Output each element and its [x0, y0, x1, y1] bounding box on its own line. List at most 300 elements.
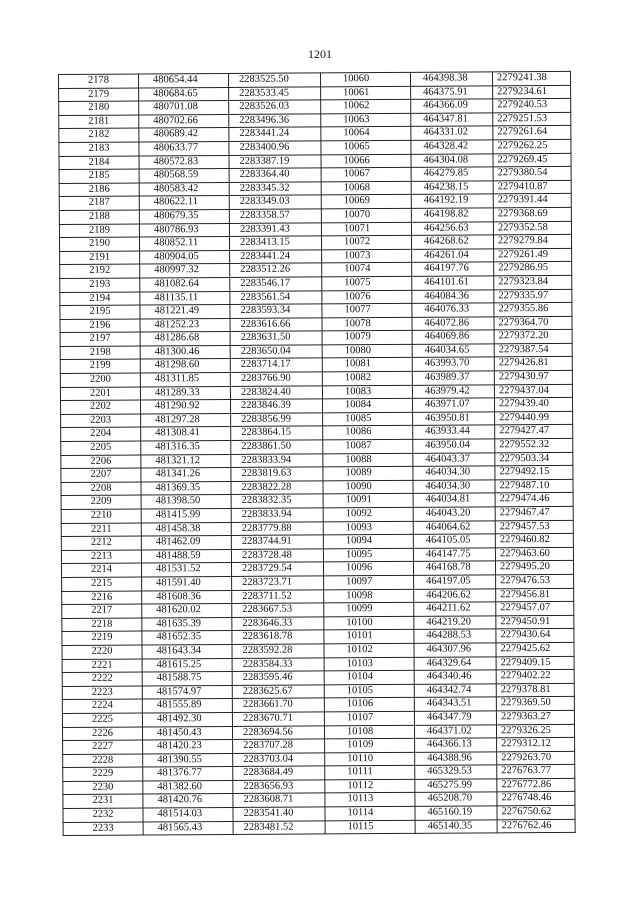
point-id-b-cell: 10077	[322, 303, 412, 317]
x-coordinate-b-cell: 464398.38	[410, 72, 492, 86]
point-id-a-cell: 2222	[62, 672, 142, 686]
x-coordinate-b-cell: 464034.30	[413, 480, 495, 494]
y-coordinate-b-cell: 2279492.15	[495, 466, 573, 480]
y-coordinate-a-cell: 2283779.88	[231, 521, 323, 535]
point-id-b-cell: 10094	[323, 535, 413, 549]
x-coordinate-a-cell: 481321.12	[141, 454, 231, 468]
y-coordinate-a-cell: 2283441.24	[229, 127, 321, 141]
y-coordinate-a-cell: 2283833.94	[231, 454, 323, 468]
point-id-b-cell: 10101	[324, 630, 414, 644]
x-coordinate-b-cell: 464328.42	[411, 140, 493, 154]
x-coordinate-b-cell: 464076.33	[412, 303, 494, 317]
y-coordinate-a-cell: 2283766.90	[230, 372, 322, 386]
x-coordinate-a-cell: 481390.55	[143, 753, 233, 767]
point-id-b-cell: 10096	[323, 562, 413, 576]
x-coordinate-b-cell: 464343.51	[414, 697, 496, 711]
point-id-b-cell: 10080	[322, 344, 412, 358]
y-coordinate-a-cell: 2283441.24	[230, 250, 322, 264]
y-coordinate-b-cell: 2279269.45	[493, 153, 571, 167]
y-coordinate-b-cell: 2279409.15	[496, 656, 574, 670]
point-id-a-cell: 2220	[62, 645, 142, 659]
x-coordinate-b-cell: 464329.64	[414, 656, 496, 670]
y-coordinate-b-cell: 2279457.53	[495, 520, 573, 534]
point-id-a-cell: 2182	[59, 128, 139, 142]
x-coordinate-b-cell: 464105.05	[413, 534, 495, 548]
y-coordinate-b-cell: 2279476.53	[496, 574, 574, 588]
x-coordinate-b-cell: 465160.19	[415, 806, 497, 820]
point-id-a-cell: 2179	[59, 88, 139, 102]
y-coordinate-a-cell: 2283592.28	[232, 644, 324, 658]
y-coordinate-a-cell: 2283856.99	[231, 413, 323, 427]
y-coordinate-a-cell: 2283631.50	[230, 331, 322, 345]
point-id-b-cell: 10071	[321, 222, 411, 236]
x-coordinate-b-cell: 464064.62	[413, 520, 495, 534]
y-coordinate-a-cell: 2283861.50	[231, 440, 323, 454]
y-coordinate-b-cell: 2279450.91	[496, 615, 574, 629]
point-id-b-cell: 10068	[321, 181, 411, 195]
x-coordinate-a-cell: 481369.35	[141, 481, 231, 495]
y-coordinate-a-cell: 2283561.54	[230, 290, 322, 304]
x-coordinate-b-cell: 464192.19	[411, 194, 493, 208]
x-coordinate-a-cell: 481458.38	[141, 522, 231, 536]
x-coordinate-a-cell: 481376.77	[143, 767, 233, 781]
y-coordinate-a-cell: 2283584.33	[232, 657, 324, 671]
x-coordinate-a-cell: 481615.25	[142, 658, 232, 672]
x-coordinate-b-cell: 464219.20	[414, 616, 496, 630]
point-id-b-cell: 10108	[324, 725, 414, 739]
y-coordinate-b-cell: 2276763.77	[497, 765, 575, 779]
y-coordinate-a-cell: 2283413.15	[229, 236, 321, 250]
point-id-a-cell: 2193	[60, 278, 140, 292]
x-coordinate-b-cell: 464069.86	[412, 330, 494, 344]
x-coordinate-b-cell: 464304.08	[411, 153, 493, 167]
point-id-b-cell: 10105	[324, 684, 414, 698]
x-coordinate-b-cell: 464256.63	[411, 221, 493, 235]
y-coordinate-a-cell: 2283723.71	[232, 576, 324, 590]
point-id-a-cell: 2233	[63, 822, 143, 836]
point-id-b-cell: 10075	[322, 276, 412, 290]
point-id-a-cell: 2186	[59, 183, 139, 197]
x-coordinate-b-cell: 465275.99	[415, 779, 497, 793]
y-coordinate-a-cell: 2283656.93	[233, 780, 325, 794]
point-id-b-cell: 10103	[324, 657, 414, 671]
point-id-a-cell: 2219	[62, 631, 142, 645]
x-coordinate-b-cell: 464371.02	[414, 724, 496, 738]
point-id-b-cell: 10065	[321, 140, 411, 154]
point-id-a-cell: 2200	[60, 373, 140, 387]
x-coordinate-a-cell: 480786.93	[139, 223, 229, 237]
y-coordinate-a-cell: 2283646.33	[232, 617, 324, 631]
y-coordinate-a-cell: 2283525.50	[228, 73, 320, 87]
point-id-a-cell: 2183	[59, 142, 139, 156]
point-id-a-cell: 2205	[61, 441, 141, 455]
y-coordinate-b-cell: 2279487.10	[495, 479, 573, 493]
point-id-a-cell: 2196	[60, 319, 140, 333]
y-coordinate-b-cell: 2279495.20	[495, 561, 573, 575]
y-coordinate-a-cell: 2283387.19	[229, 154, 321, 168]
y-coordinate-b-cell: 2279261.64	[493, 126, 571, 140]
x-coordinate-b-cell: 464043.37	[413, 452, 495, 466]
point-id-b-cell: 10070	[321, 208, 411, 222]
x-coordinate-a-cell: 481382.60	[143, 780, 233, 794]
point-id-b-cell: 10079	[322, 331, 412, 345]
point-id-a-cell: 2229	[63, 767, 143, 781]
y-coordinate-a-cell: 2283661.70	[232, 698, 324, 712]
y-coordinate-a-cell: 2283358.57	[229, 209, 321, 223]
x-coordinate-b-cell: 464147.75	[413, 548, 495, 562]
y-coordinate-a-cell: 2283694.56	[232, 725, 324, 739]
y-coordinate-a-cell: 2283824.40	[230, 386, 322, 400]
y-coordinate-b-cell: 2276750.62	[497, 805, 575, 819]
y-coordinate-b-cell: 2279251.53	[493, 112, 571, 126]
x-coordinate-b-cell: 465208.70	[415, 792, 497, 806]
point-id-a-cell: 2211	[61, 523, 141, 537]
x-coordinate-b-cell: 464331.02	[411, 126, 493, 140]
point-id-b-cell: 10109	[325, 738, 415, 752]
x-coordinate-a-cell: 481316.35	[141, 440, 231, 454]
point-id-b-cell: 10074	[322, 263, 412, 277]
x-coordinate-a-cell: 481488.59	[141, 549, 231, 563]
point-id-b-cell: 10061	[321, 86, 411, 100]
point-id-b-cell: 10069	[321, 195, 411, 209]
x-coordinate-a-cell: 481290.92	[140, 400, 230, 414]
y-coordinate-b-cell: 2279364.70	[494, 316, 572, 330]
y-coordinate-b-cell: 2279427.47	[495, 425, 573, 439]
x-coordinate-a-cell: 481341.26	[141, 468, 231, 482]
point-id-b-cell: 10086	[323, 426, 413, 440]
y-coordinate-b-cell: 2276772.86	[497, 778, 575, 792]
y-coordinate-a-cell: 2283391.43	[229, 222, 321, 236]
x-coordinate-b-cell: 464340.46	[414, 670, 496, 684]
x-coordinate-b-cell: 463971.07	[412, 398, 494, 412]
point-id-a-cell: 2230	[63, 781, 143, 795]
table-row	[63, 819, 575, 836]
x-coordinate-a-cell: 481591.40	[142, 576, 232, 590]
point-id-a-cell: 2208	[61, 482, 141, 496]
point-id-b-cell: 10113	[325, 793, 415, 807]
point-id-b-cell: 10093	[323, 521, 413, 535]
point-id-a-cell: 2201	[60, 387, 140, 401]
y-coordinate-a-cell: 2283345.32	[229, 182, 321, 196]
x-coordinate-a-cell: 480689.42	[139, 128, 229, 142]
y-coordinate-b-cell: 2279378.81	[496, 683, 574, 697]
y-coordinate-a-cell: 2283667.53	[232, 603, 324, 617]
point-id-a-cell: 2207	[61, 468, 141, 482]
x-coordinate-a-cell: 481082.64	[140, 277, 230, 291]
x-coordinate-a-cell: 481620.02	[142, 604, 232, 618]
point-id-a-cell: 2192	[60, 264, 140, 278]
x-coordinate-a-cell: 481221.49	[140, 305, 230, 319]
y-coordinate-b-cell: 2279439.40	[494, 398, 572, 412]
x-coordinate-b-cell: 464342.74	[414, 684, 496, 698]
y-coordinate-a-cell: 2283364.40	[229, 168, 321, 182]
coordinates-table	[58, 71, 576, 836]
point-id-a-cell: 2185	[59, 169, 139, 183]
y-coordinate-b-cell: 2279234.61	[493, 85, 571, 99]
x-coordinate-a-cell: 481286.68	[140, 332, 230, 346]
x-coordinate-a-cell: 481531.52	[141, 563, 231, 577]
x-coordinate-b-cell: 464072.86	[412, 317, 494, 331]
y-coordinate-b-cell: 2279279.84	[493, 234, 571, 248]
y-coordinate-b-cell: 2279474.46	[495, 493, 573, 507]
point-id-b-cell: 10115	[325, 820, 415, 834]
x-coordinate-b-cell: 463993.70	[412, 357, 494, 371]
y-coordinate-a-cell: 2283728.48	[231, 549, 323, 563]
point-id-a-cell: 2226	[62, 726, 142, 740]
point-id-a-cell: 2215	[62, 577, 142, 591]
y-coordinate-b-cell: 2279430.64	[496, 629, 574, 643]
point-id-a-cell: 2189	[59, 224, 139, 238]
x-coordinate-a-cell: 481635.39	[142, 617, 232, 631]
point-id-a-cell: 2212	[61, 536, 141, 550]
x-coordinate-b-cell: 465140.35	[415, 819, 497, 833]
x-coordinate-a-cell: 480904.05	[140, 250, 230, 264]
y-coordinate-a-cell: 2283533.45	[229, 86, 321, 100]
point-id-b-cell: 10087	[323, 439, 413, 453]
x-coordinate-a-cell: 480679.35	[139, 209, 229, 223]
y-coordinate-a-cell: 2283625.67	[232, 685, 324, 699]
point-id-b-cell: 10107	[324, 711, 414, 725]
point-id-b-cell: 10098	[324, 589, 414, 603]
point-id-b-cell: 10099	[324, 602, 414, 616]
y-coordinate-b-cell: 2279503.34	[495, 452, 573, 466]
point-id-b-cell: 10114	[325, 806, 415, 820]
point-id-b-cell: 10066	[321, 154, 411, 168]
x-coordinate-a-cell: 480622.11	[139, 196, 229, 210]
x-coordinate-b-cell: 464375.91	[411, 85, 493, 99]
y-coordinate-a-cell: 2283711.52	[232, 589, 324, 603]
y-coordinate-b-cell: 2279457.07	[496, 602, 574, 616]
y-coordinate-b-cell: 2279312.12	[497, 737, 575, 751]
x-coordinate-a-cell: 481420.76	[143, 794, 233, 808]
point-id-b-cell: 10091	[323, 494, 413, 508]
point-id-b-cell: 10060	[320, 72, 410, 86]
x-coordinate-b-cell: 464197.76	[412, 262, 494, 276]
point-id-a-cell: 2203	[61, 414, 141, 428]
x-coordinate-a-cell: 481297.28	[141, 413, 231, 427]
x-coordinate-a-cell: 480572.83	[139, 155, 229, 169]
y-coordinate-a-cell: 2283496.36	[229, 114, 321, 128]
coordinates-table-container	[58, 71, 575, 836]
y-coordinate-b-cell: 2279426.81	[494, 357, 572, 371]
x-coordinate-a-cell: 481135.11	[140, 291, 230, 305]
x-coordinate-a-cell: 480852.11	[139, 237, 229, 251]
point-id-a-cell: 2184	[59, 156, 139, 170]
y-coordinate-b-cell: 2279552.32	[495, 438, 573, 452]
y-coordinate-b-cell: 2279363.27	[496, 710, 574, 724]
x-coordinate-a-cell: 481652.35	[142, 631, 232, 645]
x-coordinate-b-cell: 464268.62	[411, 235, 493, 249]
y-coordinate-b-cell: 2279380.54	[493, 167, 571, 181]
y-coordinate-b-cell: 2279240.53	[493, 99, 571, 113]
point-id-b-cell: 10089	[323, 467, 413, 481]
y-coordinate-b-cell: 2279425.62	[496, 642, 574, 656]
y-coordinate-b-cell: 2279391.44	[493, 194, 571, 208]
y-coordinate-b-cell: 2279430.97	[494, 370, 572, 384]
x-coordinate-a-cell: 480701.08	[139, 101, 229, 115]
x-coordinate-a-cell: 481588.75	[142, 672, 232, 686]
point-id-a-cell: 2231	[63, 794, 143, 808]
y-coordinate-b-cell: 2276762.46	[497, 819, 575, 833]
point-id-a-cell: 2197	[60, 332, 140, 346]
point-id-b-cell: 10097	[324, 575, 414, 589]
point-id-b-cell: 10082	[322, 371, 412, 385]
point-id-b-cell: 10081	[322, 358, 412, 372]
point-id-a-cell: 2178	[59, 74, 139, 88]
y-coordinate-a-cell: 2283616.66	[230, 318, 322, 332]
y-coordinate-b-cell: 2279355.86	[494, 302, 572, 316]
y-coordinate-a-cell: 2283541.40	[233, 807, 325, 821]
y-coordinate-b-cell: 2279369.50	[496, 697, 574, 711]
point-id-b-cell: 10111	[325, 766, 415, 780]
y-coordinate-a-cell: 2283400.96	[229, 141, 321, 155]
y-coordinate-a-cell: 2283703.04	[233, 753, 325, 767]
x-coordinate-b-cell: 464347.81	[411, 113, 493, 127]
x-coordinate-a-cell: 481311.85	[140, 373, 230, 387]
y-coordinate-b-cell: 2279387.54	[494, 343, 572, 357]
y-coordinate-b-cell: 2279335.97	[494, 289, 572, 303]
y-coordinate-a-cell: 2283846.39	[230, 399, 322, 413]
x-coordinate-b-cell: 463979.42	[412, 384, 494, 398]
point-id-b-cell: 10100	[324, 616, 414, 630]
point-id-a-cell: 2216	[62, 591, 142, 605]
x-coordinate-b-cell: 464307.96	[414, 643, 496, 657]
point-id-b-cell: 10084	[322, 399, 412, 413]
point-id-a-cell: 2228	[63, 754, 143, 768]
x-coordinate-b-cell: 464279.85	[411, 167, 493, 181]
y-coordinate-b-cell: 2279326.25	[496, 724, 574, 738]
point-id-a-cell: 2180	[59, 101, 139, 115]
point-id-b-cell: 10073	[322, 249, 412, 263]
x-coordinate-a-cell: 480568.59	[139, 169, 229, 183]
point-id-a-cell: 2227	[63, 740, 143, 754]
y-coordinate-a-cell: 2283819.63	[231, 467, 323, 481]
x-coordinate-b-cell: 465329.53	[415, 765, 497, 779]
y-coordinate-b-cell: 2279286.95	[494, 262, 572, 276]
x-coordinate-b-cell: 464198.82	[411, 208, 493, 222]
point-id-a-cell: 2225	[62, 713, 142, 727]
point-id-a-cell: 2198	[60, 346, 140, 360]
y-coordinate-b-cell: 2279263.70	[497, 751, 575, 765]
point-id-b-cell: 10110	[325, 752, 415, 766]
x-coordinate-a-cell: 481492.30	[142, 712, 232, 726]
x-coordinate-b-cell: 464034.81	[413, 493, 495, 507]
y-coordinate-a-cell: 2283650.04	[230, 345, 322, 359]
point-id-b-cell: 10092	[323, 507, 413, 521]
y-coordinate-b-cell: 2279467.47	[495, 506, 573, 520]
point-id-a-cell: 2191	[60, 251, 140, 265]
point-id-a-cell: 2190	[59, 237, 139, 251]
x-coordinate-b-cell: 464388.96	[415, 752, 497, 766]
x-coordinate-a-cell: 480654.44	[139, 73, 229, 87]
y-coordinate-b-cell: 2279261.49	[494, 248, 572, 262]
point-id-b-cell: 10090	[323, 480, 413, 494]
x-coordinate-b-cell: 464206.62	[414, 588, 496, 602]
point-id-a-cell: 2218	[62, 618, 142, 632]
point-id-b-cell: 10064	[321, 127, 411, 141]
x-coordinate-b-cell: 463950.81	[413, 412, 495, 426]
point-id-a-cell: 2217	[62, 604, 142, 618]
x-coordinate-b-cell: 464197.05	[414, 575, 496, 589]
x-coordinate-a-cell: 480702.66	[139, 114, 229, 128]
point-id-b-cell: 10078	[322, 317, 412, 331]
y-coordinate-a-cell: 2283822.28	[231, 481, 323, 495]
x-coordinate-b-cell: 463950.04	[413, 439, 495, 453]
point-id-b-cell: 10072	[321, 235, 411, 249]
point-id-b-cell: 10095	[323, 548, 413, 562]
x-coordinate-b-cell: 464211.62	[414, 602, 496, 616]
point-id-b-cell: 10088	[323, 453, 413, 467]
y-coordinate-a-cell: 2283670.71	[232, 712, 324, 726]
y-coordinate-b-cell: 2279463.60	[495, 547, 573, 561]
point-id-a-cell: 2194	[60, 292, 140, 306]
x-coordinate-a-cell: 481643.34	[142, 644, 232, 658]
x-coordinate-a-cell: 481298.60	[140, 359, 230, 373]
x-coordinate-a-cell: 481300.46	[140, 345, 230, 359]
point-id-b-cell: 10062	[321, 100, 411, 114]
x-coordinate-a-cell: 480684.65	[139, 87, 229, 101]
point-id-b-cell: 10112	[325, 779, 415, 793]
y-coordinate-b-cell: 2279323.84	[494, 275, 572, 289]
point-id-b-cell: 10085	[323, 412, 413, 426]
y-coordinate-b-cell: 2279262.25	[493, 139, 571, 153]
point-id-a-cell: 2221	[62, 659, 142, 673]
point-id-a-cell: 2187	[59, 196, 139, 210]
point-id-a-cell: 2224	[62, 699, 142, 713]
point-id-a-cell: 2209	[61, 495, 141, 509]
point-id-a-cell: 2223	[62, 686, 142, 700]
y-coordinate-b-cell: 2279437.04	[494, 384, 572, 398]
y-coordinate-b-cell: 2276748.46	[497, 792, 575, 806]
y-coordinate-b-cell: 2279241.38	[492, 71, 570, 85]
y-coordinate-b-cell: 2279440.99	[495, 411, 573, 425]
x-coordinate-b-cell: 464261.04	[412, 249, 494, 263]
y-coordinate-a-cell: 2283546.17	[230, 277, 322, 291]
x-coordinate-b-cell: 464043.20	[413, 507, 495, 521]
x-coordinate-a-cell: 481415.99	[141, 508, 231, 522]
y-coordinate-b-cell: 2279372.20	[494, 330, 572, 344]
point-id-b-cell: 10106	[324, 698, 414, 712]
point-id-b-cell: 10102	[324, 643, 414, 657]
x-coordinate-a-cell: 481608.36	[142, 590, 232, 604]
point-id-a-cell: 2188	[59, 210, 139, 224]
point-id-b-cell: 10083	[322, 385, 412, 399]
x-coordinate-a-cell: 481289.33	[140, 386, 230, 400]
x-coordinate-a-cell: 480633.77	[139, 141, 229, 155]
x-coordinate-a-cell: 481462.09	[141, 536, 231, 550]
y-coordinate-a-cell: 2283608.71	[233, 793, 325, 807]
point-id-a-cell: 2206	[61, 455, 141, 469]
y-coordinate-a-cell: 2283481.52	[233, 821, 325, 835]
x-coordinate-a-cell: 481450.43	[142, 726, 232, 740]
y-coordinate-b-cell: 2279460.82	[495, 534, 573, 548]
x-coordinate-a-cell: 481252.23	[140, 318, 230, 332]
point-id-b-cell: 10076	[322, 290, 412, 304]
point-id-a-cell: 2232	[63, 808, 143, 822]
coordinates-table-body	[59, 71, 576, 835]
x-coordinate-b-cell: 464034.65	[412, 344, 494, 358]
y-coordinate-a-cell: 2283744.91	[231, 535, 323, 549]
y-coordinate-a-cell: 2283512.26	[230, 263, 322, 277]
y-coordinate-a-cell: 2283593.34	[230, 304, 322, 318]
x-coordinate-a-cell: 480583.42	[139, 182, 229, 196]
y-coordinate-a-cell: 2283833.94	[231, 508, 323, 522]
y-coordinate-b-cell: 2279410.87	[493, 180, 571, 194]
y-coordinate-b-cell: 2279456.81	[496, 588, 574, 602]
x-coordinate-b-cell: 464168.78	[413, 561, 495, 575]
y-coordinate-a-cell: 2283832.35	[231, 494, 323, 508]
x-coordinate-b-cell: 464034.30	[413, 466, 495, 480]
